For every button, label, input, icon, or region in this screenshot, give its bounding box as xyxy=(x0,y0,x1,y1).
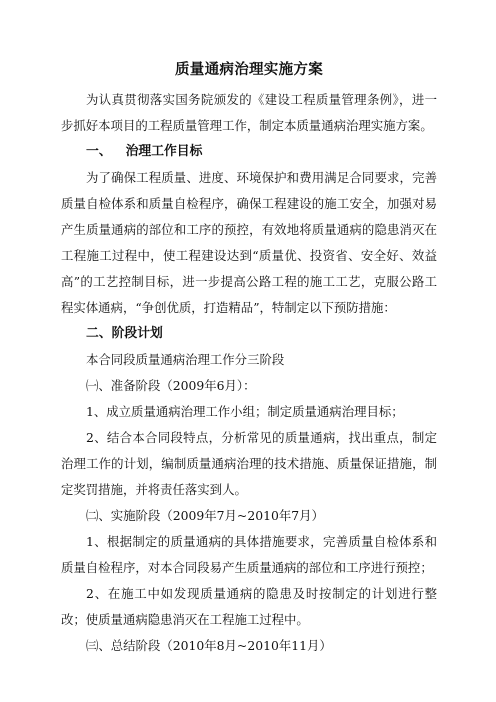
section-1-title: 治理工作目标 xyxy=(125,144,203,159)
phase-2-item-2: 2、在施工中如发现质量通病的隐患及时按制定的计划进行整改；使质量通病隐患消灭在工程施工过程中。 xyxy=(61,586,437,627)
section-2-intro: 本合同段质量通病治理工作分三阶段 xyxy=(86,352,285,367)
section-1-heading xyxy=(61,139,437,165)
section-1-body: 为了确保工程质量、进度、环境保护和费用满足合同要求，完善质量自检体系和质量自检程序，确保工程建设的施工安全，加强对易产生质量通病的部位和工序的预控，有效地将质量通病的隐患消灭在工程施工过程中，使工程建设达到“质量优、投资省、安全好、效益高”的工艺控制目标，进一步提高公路工程的施工工艺，克服公路工程实体通病，“争创优质，打造精品”，特制定以下预防措施： xyxy=(61,170,437,315)
document-page xyxy=(61,60,437,659)
phase-1-item-1: 1、成立质量通病治理工作小组；制定质量通病治理目标； xyxy=(86,404,404,419)
phase-3-title: ㈢、总结阶段（2010年8月~2010年11月） xyxy=(86,638,332,653)
section-2-heading: 二、阶段计划 xyxy=(86,326,163,341)
phase-1-title: ㈠、准备阶段（2009年6月）： xyxy=(86,378,256,393)
intro-paragraph: 为认真贯彻落实国务院颁发的《建设工程质量管理条例》，进一步抓好本项目的工程质量管理工作，制定本质量通病治理实施方案。 xyxy=(61,92,437,133)
document-title: 质量通病治理实施方案 xyxy=(175,61,323,78)
phase-2-item-1: 1、根据制定的质量通病的具体措施要求，完善质量自检体系和质量自检程序，对本合同段易产生质量通病的部位和工序进行预控； xyxy=(61,534,437,575)
section-1-number: 一、 xyxy=(86,144,112,159)
phase-2-title: ㈡、实施阶段（2009年7月~2010年7月） xyxy=(86,508,324,523)
phase-1-item-2: 2、结合本合同段特点，分析常见的质量通病，找出重点，制定治理工作的计划，编制质量通病治理的技术措施、质量保证措施，制定奖罚措施，并将责任落实到人。 xyxy=(61,430,437,497)
